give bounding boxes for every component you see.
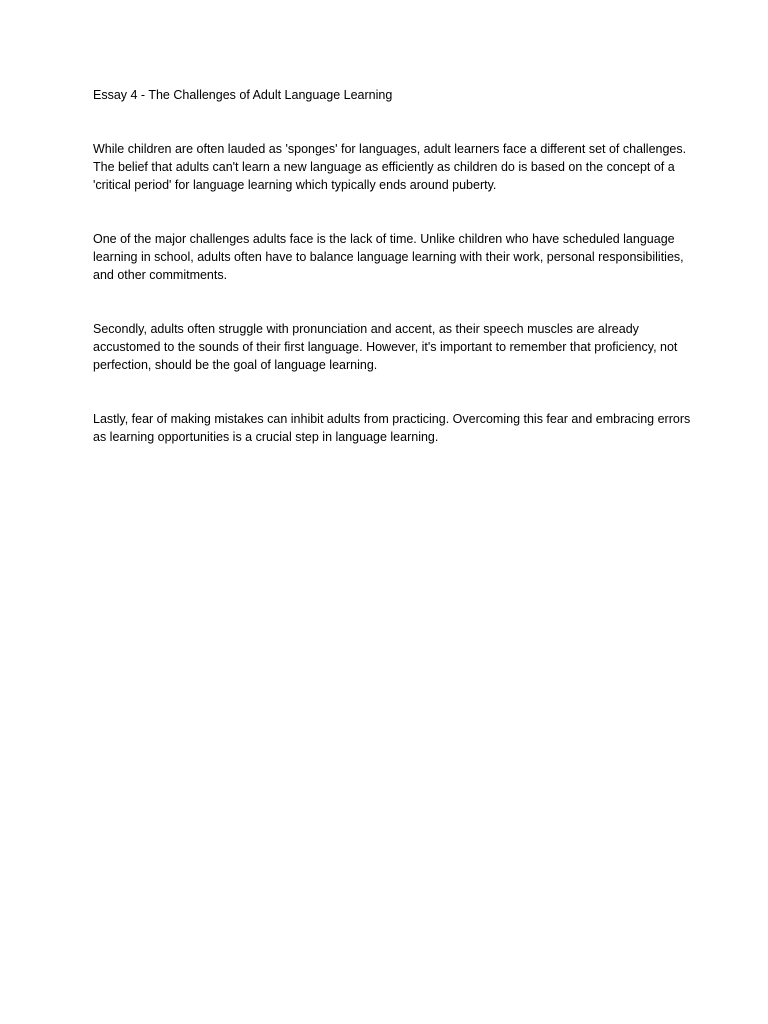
- paragraph-pronunciation: Secondly, adults often struggle with pronunciation and accent, as their speech muscles are already accustomed to the sounds of their first language. However, it's important to remember that proficiency, not perfection, should be the goal of language learning.: [93, 322, 678, 372]
- paragraph-fear: Lastly, fear of making mistakes can inhibit adults from practicing. Overcoming this fear and embracing errors as learning opportunities is a crucial step in language learning.: [93, 412, 691, 444]
- document-title: Essay 4 - The Challenges of Adult Language Learning: [93, 88, 393, 102]
- paragraph-intro: While children are often lauded as 'sponges' for languages, adult learners face a different set of challenges. The belief that adults can't learn a new language as efficiently as children do is based on the concept of a 'critical period' for language learning which typically ends around puberty.: [93, 142, 687, 192]
- paragraph-time: One of the major challenges adults face is the lack of time. Unlike children who have scheduled language learning in school, adults often have to balance language learning with their work, personal responsibilities, and other commitments.: [93, 232, 684, 282]
- document-body: [93, 86, 693, 446]
